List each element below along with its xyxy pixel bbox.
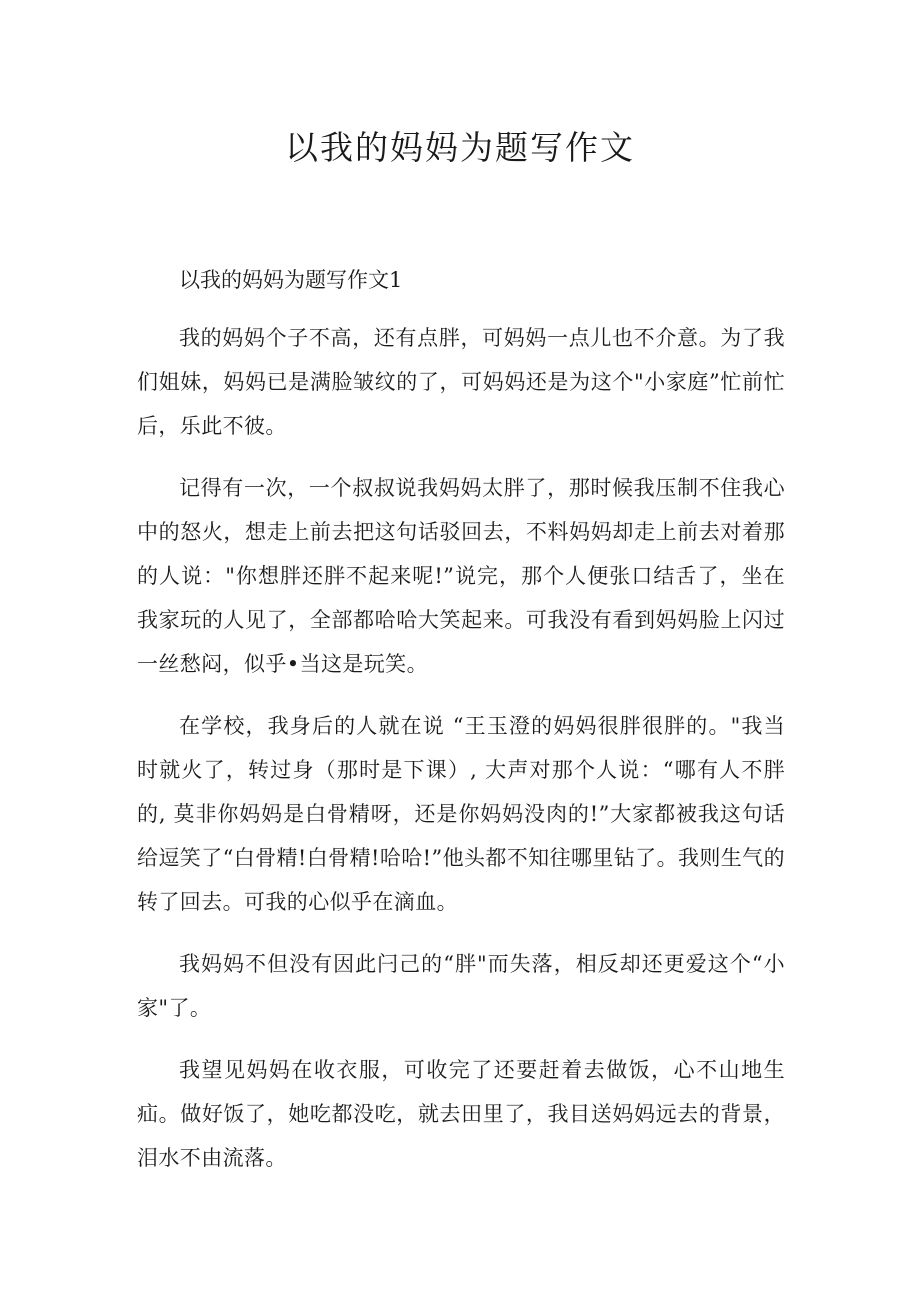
document-title: 以我的妈妈为题写作文 <box>285 128 635 167</box>
paragraph: 我望见妈妈在收衣服，可收完了还要赶着去做饭，心不山地生疝。做好饭了，她吃都没吃，就去田里了，我目送妈妈远去的背景，泪水不由流落。 <box>137 1058 785 1170</box>
paragraph: 记得有一次，一个叔叔说我妈妈太胖了，那时候我压制不住我心中的怒火，想走上前去把这句话驳回去，不料妈妈却走上前去对着那的人说："你想胖还胖不起来呢!”说完，那个人便张口结舌了，坐在我家玩的人见了，全部都哈哈大笑起来。可我没有看到妈妈脸上闪过一丝愁闷，似乎•当这是玩笑。 <box>137 476 785 676</box>
section-heading: 以我的妈妈为题写作文1 <box>179 268 403 292</box>
paragraph: 我的妈妈个子不高，还有点胖，可妈妈一点儿也不介意。为了我们姐妹，妈妈已是满脸皱纹的了，可妈妈还是为这个"小家庭”忙前忙后，乐此不彼。 <box>137 326 785 438</box>
paragraph: 在学校，我身后的人就在说 “王玉澄的妈妈很胖很胖的。"我当时就火了，转过身（那时是下课）, 大声对那个人说：“哪有人不胖的, 莫非你妈妈是白骨精呀，还是你妈妈没肉的!”大家都被我这句话给逗笑了“白骨精!白骨精!哈哈!”他头都不知往哪里钻了。我则生气的转了回去。可我的心似乎在滴血。 <box>137 714 785 914</box>
paragraph: 我妈妈不但没有因此闩己的“胖"而失落，相反却还更爱这个“小家"了。 <box>137 952 785 1020</box>
document-body <box>137 262 785 1198</box>
